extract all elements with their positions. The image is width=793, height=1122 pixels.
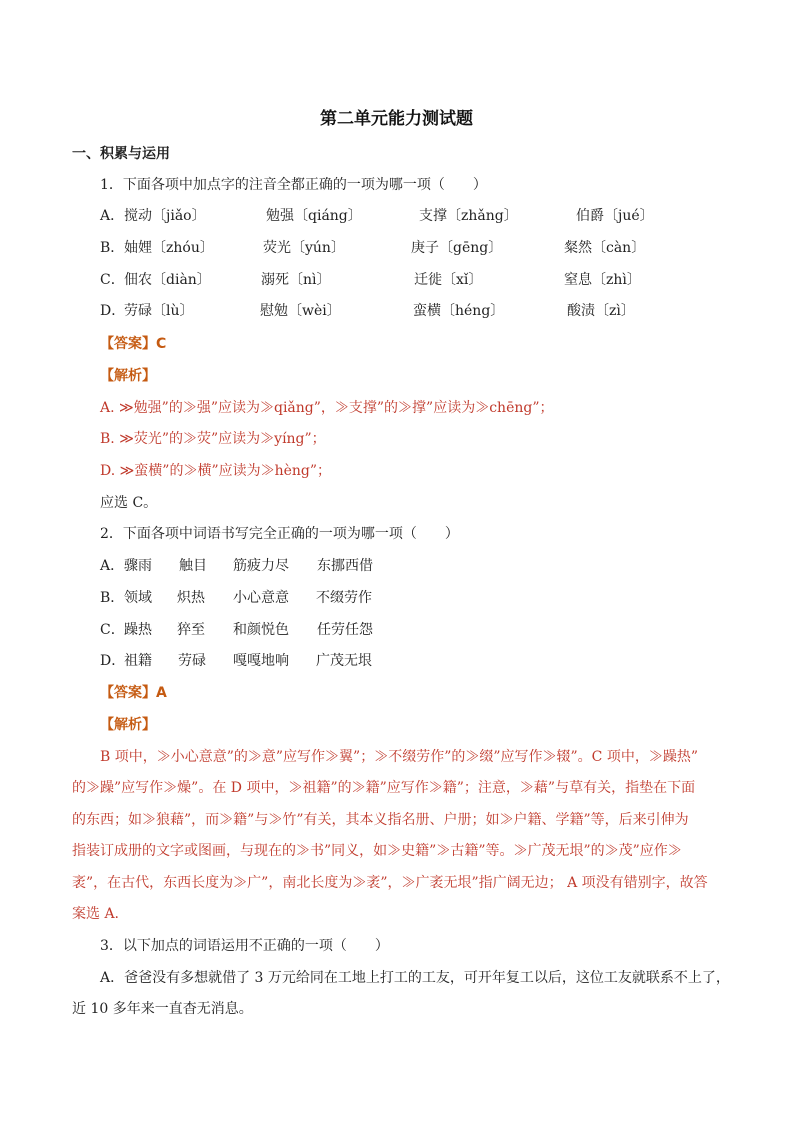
analysis-line: 袤”，在古代，东西长度为≫广”，南北长度为≫袤”，≫广袤无垠”指广阔无边； A 项没有错别字，故答 <box>72 875 708 891</box>
analysis-line: B. ≫荧光”的≫荧”应读为≫yíng”； <box>100 431 326 447</box>
option-item: 任劳任怨 <box>317 622 373 638</box>
q3-option-a-line2: 近 10 多年来一直杳无消息。 <box>72 1001 253 1017</box>
option-item: 劳碌 <box>178 653 206 669</box>
option-item: 粲然〔càn〕 <box>564 240 646 256</box>
option-label: C． <box>100 622 125 638</box>
section-heading: 一、积累与运用 <box>72 146 170 162</box>
answer-tag: 【答案】 <box>100 685 156 701</box>
q3-option-a-line1: A．爸爸没有多想就借了 3 万元给同在工地上打工的工友，可开年复工以后，这位工友就联系不上了， <box>100 970 730 986</box>
question-2-stem: 2．下面各项中词语书写完全正确的一项为哪一项（ ） <box>100 526 459 542</box>
page-title: 第二单元能力测试题 <box>320 109 473 129</box>
option-item: 触目 <box>179 558 207 574</box>
option-item: 慰勉〔wèi〕 <box>260 303 341 319</box>
option-item: 祖籍 <box>124 653 152 669</box>
option-label: A． <box>100 558 125 574</box>
option-item: 劳碌〔lù〕 <box>124 303 194 319</box>
analysis-line: 的≫躁”应写作≫燥”。在 D 项中，≫祖籍”的≫籍”应写作≫籍”；注意，≫藉”与草有关，指垫在下面 <box>72 780 696 796</box>
analysis-line: D. ≫蛮横”的≫横”应读为≫hèng”； <box>100 463 332 479</box>
answer-tag: 【答案】 <box>100 336 156 352</box>
option-item: 小心意意 <box>233 590 289 606</box>
option-item: 酸渍〔zì〕 <box>567 303 635 319</box>
option-item: 炽热 <box>177 590 205 606</box>
option-item: 伯爵〔jué〕 <box>576 208 654 224</box>
option-item: 筋疲力尽 <box>233 558 289 574</box>
option-item: 和颜悦色 <box>233 622 289 638</box>
option-item: 东挪西借 <box>317 558 373 574</box>
option-label: D． <box>100 303 126 319</box>
analysis-line: B 项中，≫小心意意”的≫意”应写作≫翼”；≫不缀劳作”的≫缀”应写作≫辍”。C 项中，≫躁热” <box>100 749 698 765</box>
option-label: C． <box>100 272 125 288</box>
option-item: 不缀劳作 <box>316 590 372 606</box>
option-item: 勉强〔qiáng〕 <box>266 208 362 224</box>
option-item: 窒息〔zhì〕 <box>564 272 641 288</box>
option-item: 猝至 <box>177 622 205 638</box>
analysis-line: 案选 A. <box>72 906 120 922</box>
answer-value: A <box>156 685 167 701</box>
option-label: A． <box>100 208 125 224</box>
answer-label <box>100 683 167 703</box>
option-item: 广茂无垠 <box>316 653 372 669</box>
analysis-line: 的东西；如≫狼藉”，而≫籍”与≫竹”有关，其本义指名册、户册；如≫户籍、学籍”等，后来引伸为 <box>72 812 689 828</box>
analysis-label: 【解析】 <box>100 368 156 384</box>
analysis-conclusion: 应选 C。 <box>100 495 158 511</box>
option-label: B． <box>100 240 125 256</box>
option-label: D． <box>100 653 126 669</box>
question-3-stem: 3．以下加点的词语运用不正确的一项（ ） <box>100 938 389 954</box>
option-item: 嘎嘎地响 <box>233 653 289 669</box>
option-item: 领域 <box>124 590 152 606</box>
option-item: 迁徙〔xǐ〕 <box>414 272 483 288</box>
option-item: 骤雨 <box>124 558 152 574</box>
answer-label <box>100 334 166 354</box>
option-item: 蛮横〔héng〕 <box>413 303 505 319</box>
option-item: 荧光〔yún〕 <box>263 240 345 256</box>
option-item: 躁热 <box>124 622 152 638</box>
analysis-line: A. ≫勉强”的≫强”应读为≫qiǎng”，≫支撑”的≫撑”应读为≫chēng”； <box>100 400 554 416</box>
question-1-stem: 1．下面各项中加点字的注音全都正确的一项为哪一项（ ） <box>100 177 487 193</box>
option-item: 庚子〔gēng〕 <box>411 240 503 256</box>
analysis-line: 指装订成册的文字或图画，与现在的≫书”同义，如≫史籍”≫古籍”等。≫广茂无垠”的≫茂”应作≫ <box>72 843 682 859</box>
option-item: 搅动〔jiǎo〕 <box>124 208 206 224</box>
option-item: 溺死〔nì〕 <box>261 272 331 288</box>
option-item: 支撑〔zhǎng〕 <box>419 208 518 224</box>
option-item: 妯娌〔zhóu〕 <box>124 240 214 256</box>
option-label: B． <box>100 590 125 606</box>
analysis-label: 【解析】 <box>100 717 156 733</box>
option-item: 佃农〔diàn〕 <box>124 272 211 288</box>
answer-value: C <box>156 336 167 352</box>
